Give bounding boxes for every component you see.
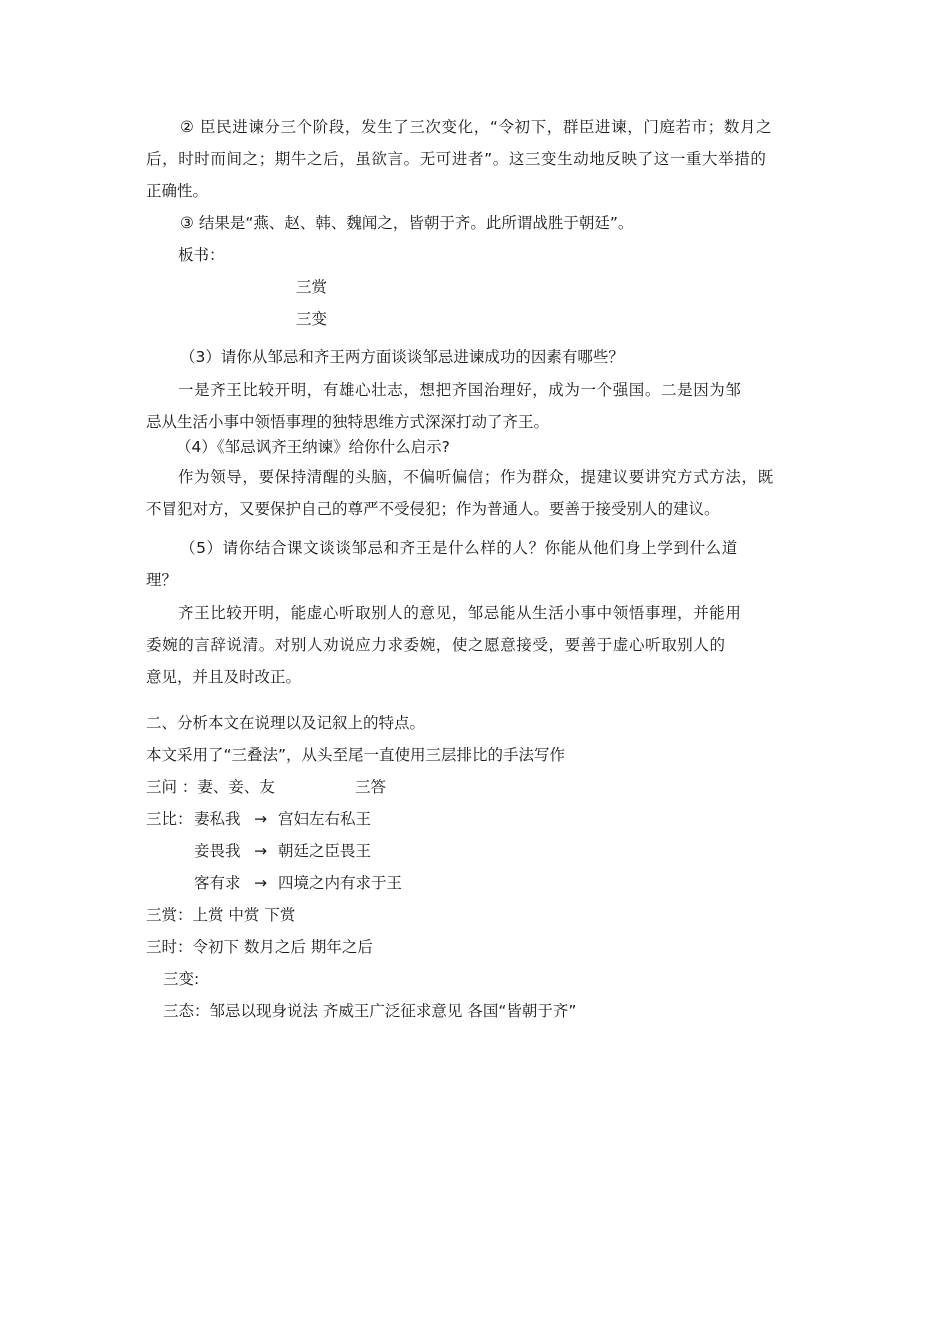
sanbi-row-2-right: 朝廷之臣畏王	[278, 842, 372, 860]
answer-5-line-3: 意见，并且及时改正。	[146, 668, 302, 686]
arrow-right-icon: →	[254, 810, 267, 828]
board-item-sanbian: 三变	[296, 310, 328, 328]
sanwen-row: 三问 ：妻、妾、友	[146, 778, 275, 796]
answer-3-line-2: 忌从生活小事中领悟事理的独特思维方式深深打动了齐王。	[146, 413, 550, 431]
arrow-right-icon: →	[254, 842, 267, 860]
section-2-intro: 本文采用了“三叠法”，从头至尾一直使用三层排比的手法写作	[146, 746, 566, 764]
question-3: （3）请你从邹忌和齐王两方面谈谈邹忌进谏成功的因素有哪些？	[180, 348, 624, 366]
sanbi-row-2-left: 妾畏我	[194, 842, 241, 860]
paragraph-2-line-3: 正确性。	[146, 182, 209, 200]
paragraph-2-line-2: 后，时时而间之；期牛之后，虽欲言。无可进者”。这三变生动地反映了这一重大举措的	[146, 150, 767, 168]
sanbi-row-3-right: 四境之内有求于王	[278, 874, 403, 892]
sanbi-row-1-right: 宫妇左右私王	[278, 810, 372, 828]
answer-5-line-2: 委婉的言辞说清。对别人劝说应力求委婉，使之愿意接受，要善于虚心听取别人的	[146, 636, 726, 654]
answer-3-line-1: 一是齐王比较开明，有雄心壮志，想把齐国治理好，成为一个强国。二是因为邹	[178, 381, 742, 399]
question-5-line-2: 理？	[146, 571, 178, 589]
sanda-label: 三答	[355, 778, 387, 796]
sanbi-label: 三比：	[146, 810, 193, 828]
answer-5-line-1: 齐王比较开明，能虚心听取别人的意见，邹忌能从生活小事中领悟事理，并能用	[178, 604, 742, 622]
sanshi-row: 三时：令初下 数月之后 期年之后	[146, 938, 373, 956]
answer-4-line-1: 作为领导，要保持清醒的头脑，不偏听偏信；作为群众，提建议要讲究方式方法，既	[178, 468, 774, 486]
answer-4-line-2: 不冒犯对方，又要保护自己的尊严不受侵犯；作为普通人。要善于接受别人的建议。	[146, 500, 720, 518]
section-2-heading: 二、分析本文在说理以及记叙上的特点。	[146, 714, 426, 732]
sanbian-row: 三变:	[163, 970, 200, 988]
paragraph-3: ③ 结果是“燕、赵、韩、魏闻之，皆朝于齐。此所谓战胜于朝廷”。	[180, 214, 634, 232]
arrow-right-icon: →	[254, 874, 267, 892]
board-label: 板书：	[178, 246, 225, 264]
question-4: （4）《邹忌讽齐王纳谏》给你什么启示?	[176, 438, 450, 456]
sanbi-row-1-left: 妻私我	[194, 810, 241, 828]
sanbi-row-3-left: 客有求	[194, 874, 241, 892]
question-5-line-1: （5）请你结合课文谈谈邹忌和齐王是什么样的人？你能从他们身上学到什么道	[180, 539, 738, 557]
sanshang-row: 三赏：上赏 中赏 下赏	[146, 906, 296, 924]
paragraph-2-line-1: ② 臣民进谏分三个阶段，发生了三次变化，“令初下，群臣进谏，门庭若市；数月之	[180, 118, 773, 136]
board-item-sanshang: 三赏	[296, 278, 328, 296]
santai-row: 三态：邹忌以现身说法 齐威王广泛征求意见 各国“皆朝于齐”	[163, 1002, 577, 1020]
